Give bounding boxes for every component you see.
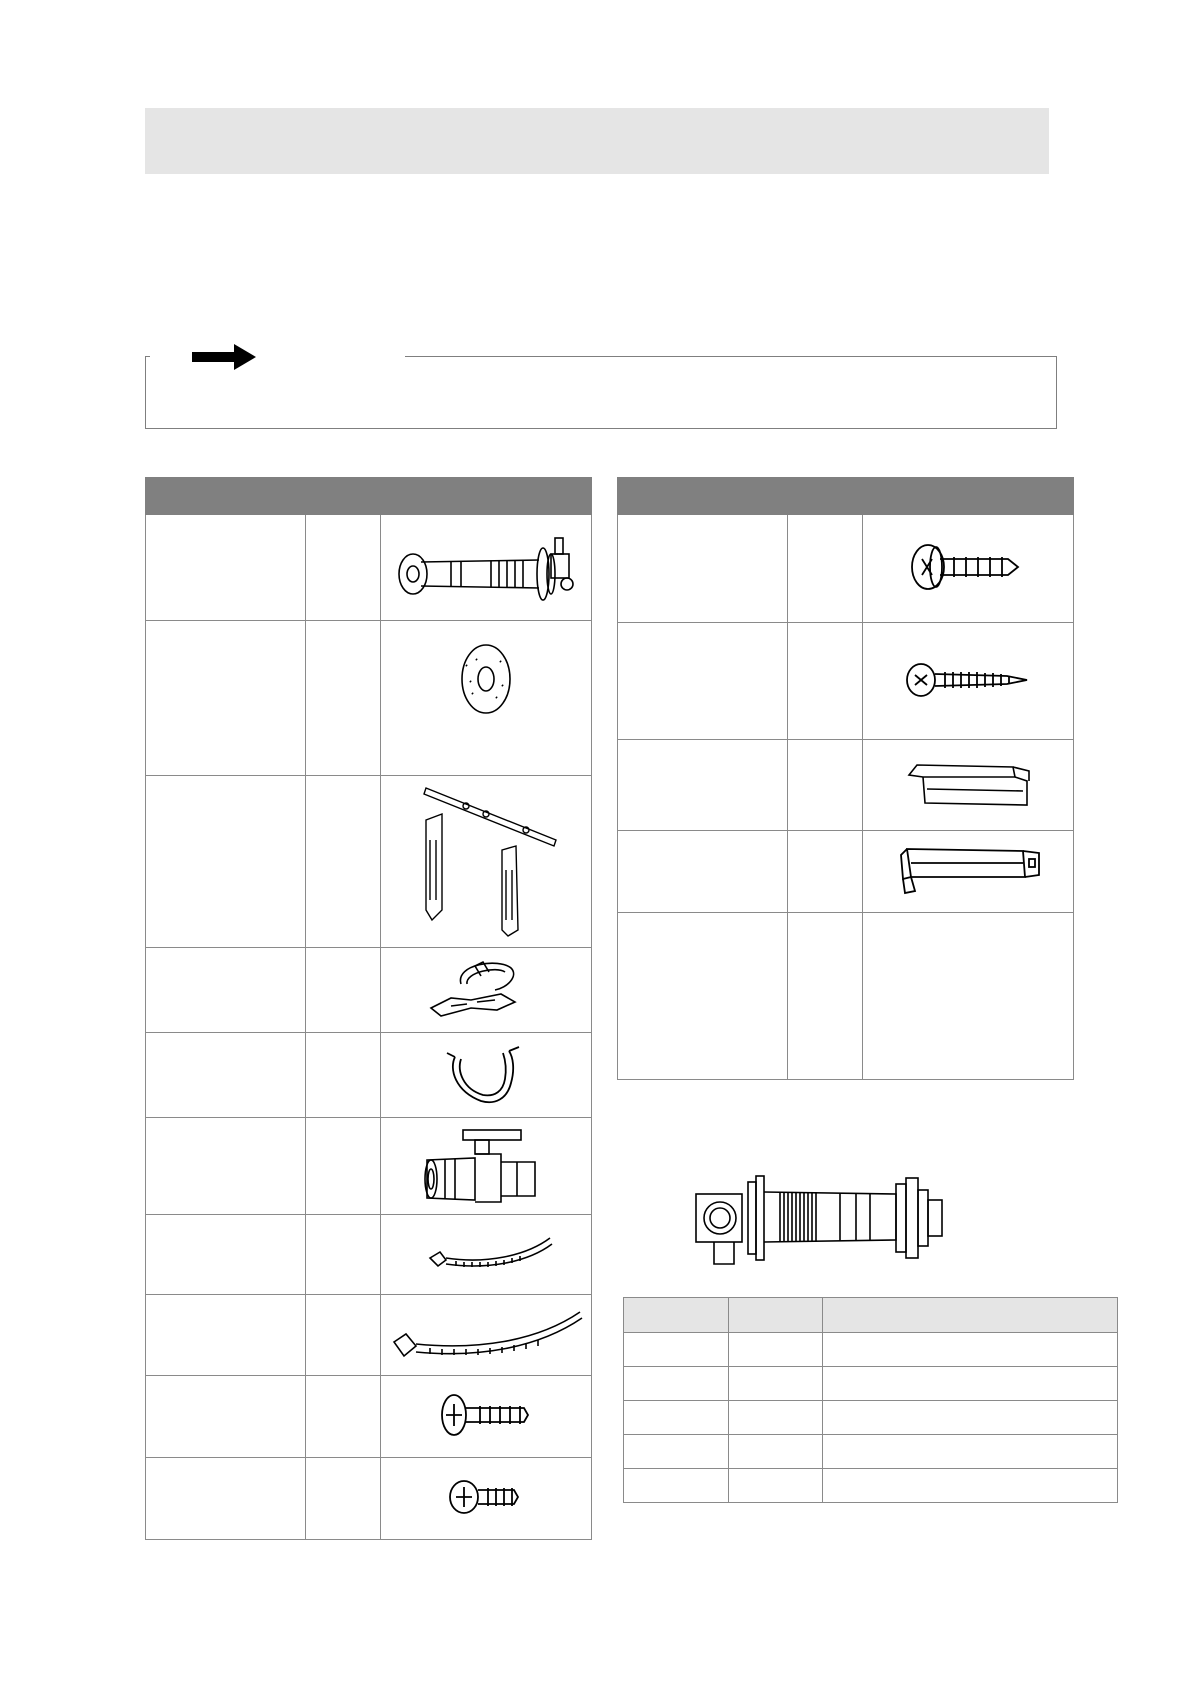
column-header — [729, 1298, 823, 1333]
table-header-row — [624, 1298, 1118, 1333]
part-name — [146, 1033, 306, 1118]
table-row — [146, 948, 592, 1033]
table-row — [624, 1469, 1118, 1503]
installation-bracket-set-icon — [381, 776, 592, 948]
part-name — [618, 623, 788, 740]
table-cell — [624, 1435, 729, 1469]
table-row — [146, 621, 592, 776]
table-row — [618, 913, 1074, 1080]
part-qty — [788, 740, 863, 831]
table-cell — [624, 1333, 729, 1367]
table-cell — [823, 1333, 1118, 1367]
table-row — [624, 1401, 1118, 1435]
column-header — [823, 1298, 1118, 1333]
table-cell — [729, 1367, 823, 1401]
rear-bracket-icon — [863, 831, 1074, 913]
pipe-clip-icon — [381, 1033, 592, 1118]
table-row — [624, 1367, 1118, 1401]
countersunk-screw-icon — [381, 1376, 592, 1458]
part-name — [146, 1215, 306, 1295]
table-row — [146, 1458, 592, 1540]
part-qty — [788, 623, 863, 740]
part-qty — [306, 1033, 381, 1118]
part-name — [618, 740, 788, 831]
table-row — [146, 1033, 592, 1118]
parts-table-right-header — [618, 478, 1074, 515]
table-cell — [624, 1401, 729, 1435]
table-cell — [729, 1401, 823, 1435]
part-qty — [306, 1376, 381, 1458]
parts-table-left — [145, 477, 592, 1540]
part-qty — [788, 831, 863, 913]
part-name — [618, 831, 788, 913]
part-name — [618, 913, 788, 1080]
part-name — [618, 515, 788, 623]
table-row — [146, 776, 592, 948]
part-name — [146, 515, 306, 621]
table-row — [146, 1118, 592, 1215]
table-row — [146, 1215, 592, 1295]
ball-valve-icon — [381, 1118, 592, 1215]
part-name — [146, 1295, 306, 1376]
table-row — [624, 1333, 1118, 1367]
short-pan-head-screw-icon — [381, 1458, 592, 1540]
part-qty — [788, 913, 863, 1080]
spec-table — [623, 1297, 1118, 1503]
table-row — [618, 515, 1074, 623]
parts-table-left-header — [146, 478, 592, 515]
table-cell — [729, 1469, 823, 1503]
table-row — [146, 1376, 592, 1458]
page-title — [145, 108, 1049, 174]
table-cell — [823, 1469, 1118, 1503]
table-cell — [823, 1367, 1118, 1401]
short-cable-tie-icon — [381, 1215, 592, 1295]
table-row — [618, 831, 1074, 913]
parts-table-right — [617, 477, 1074, 1080]
empty-image-cell — [863, 913, 1074, 1080]
part-qty — [306, 1118, 381, 1215]
part-qty — [306, 1215, 381, 1295]
table-row — [618, 740, 1074, 831]
table-cell — [624, 1367, 729, 1401]
table-cell — [624, 1469, 729, 1503]
table-row — [618, 623, 1074, 740]
part-qty — [306, 1295, 381, 1376]
hose-clamp-icon — [381, 948, 592, 1033]
part-qty — [306, 1458, 381, 1540]
flange-head-screw-icon — [863, 515, 1074, 623]
part-name — [146, 1376, 306, 1458]
part-qty — [306, 776, 381, 948]
front-bracket-icon — [863, 740, 1074, 831]
table-cell — [823, 1435, 1118, 1469]
part-name — [146, 621, 306, 776]
wood-screw-icon — [863, 623, 1074, 740]
part-qty — [306, 948, 381, 1033]
part-name — [146, 948, 306, 1033]
table-row — [146, 515, 592, 621]
table-cell — [729, 1333, 823, 1367]
table-cell — [823, 1401, 1118, 1435]
wall-valve-assembly-icon — [690, 1172, 960, 1272]
part-name — [146, 1118, 306, 1215]
part-qty — [306, 515, 381, 621]
long-cable-tie-icon — [381, 1295, 592, 1376]
washer-icon — [381, 621, 592, 776]
table-row — [146, 1295, 592, 1376]
table-row — [624, 1435, 1118, 1469]
table-cell — [729, 1435, 823, 1469]
water-pipe-assembly-icon — [381, 515, 592, 621]
column-header — [624, 1298, 729, 1333]
part-name — [146, 1458, 306, 1540]
part-name — [146, 776, 306, 948]
arrow-right-icon — [190, 343, 260, 371]
part-qty — [788, 515, 863, 623]
note-box — [145, 356, 1057, 429]
part-qty — [306, 621, 381, 776]
